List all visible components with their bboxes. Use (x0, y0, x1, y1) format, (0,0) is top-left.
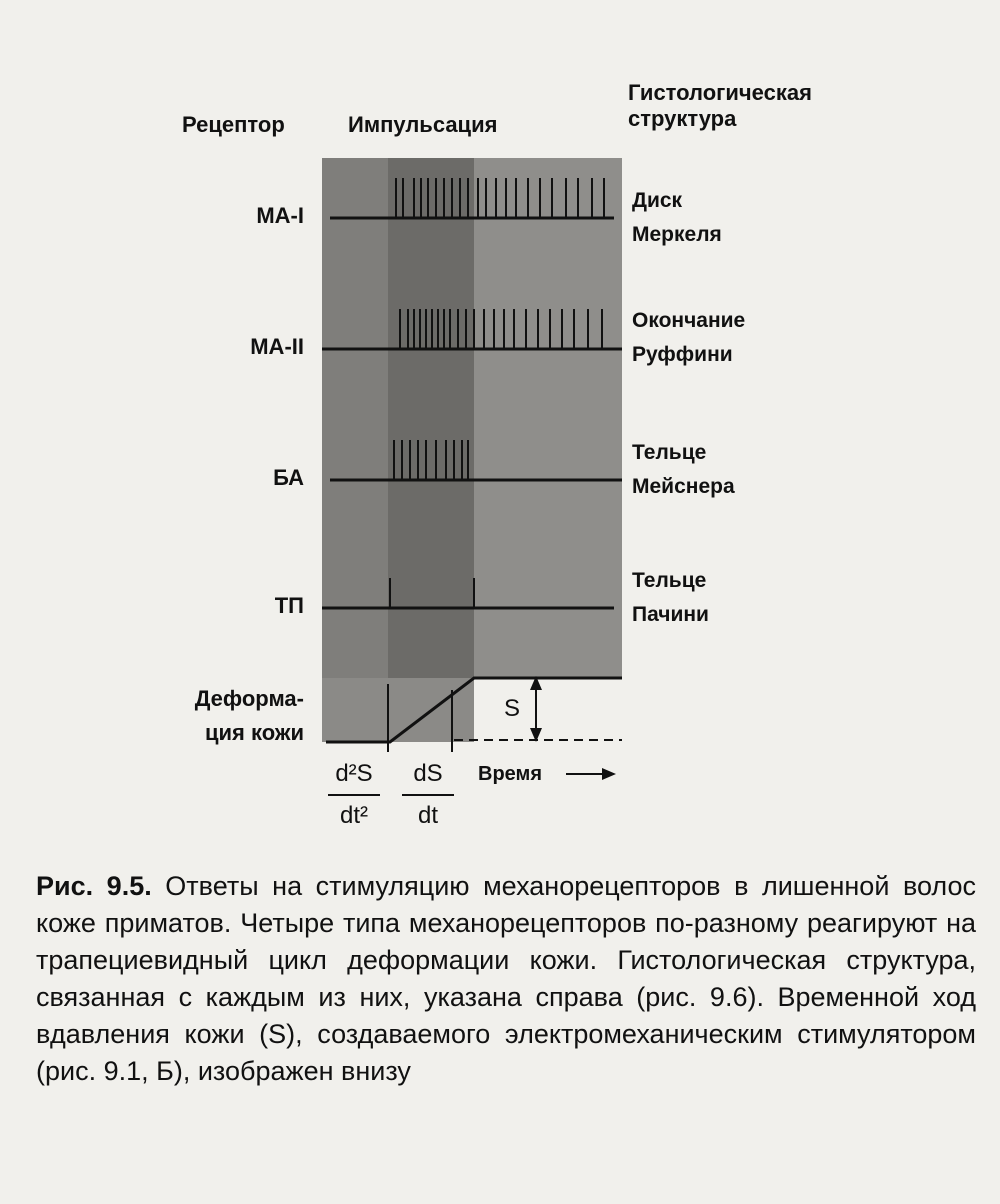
header-histology-line2: структура (628, 106, 737, 131)
receptor-label-ma2: MA-II (250, 334, 304, 359)
second-derivative-label (324, 760, 384, 830)
figure-caption (36, 868, 976, 1090)
receptor-label-ba: БА (273, 465, 304, 490)
first-derivative-label (398, 760, 458, 830)
amplitude-label: S (504, 695, 521, 722)
second-derivative-den: dt² (339, 802, 368, 829)
histology-label-ba (632, 436, 735, 504)
receptor-label-ma1: MA-I (256, 203, 304, 228)
first-derivative-den: dt (417, 802, 438, 829)
histology-ba-line1: Тельце (632, 441, 707, 464)
plot-band-left (322, 158, 388, 742)
histology-ma2-line1: Окончание (632, 309, 746, 332)
stimulus-label (184, 682, 304, 750)
histology-ma2-line2: Руффини (632, 343, 733, 366)
second-derivative-num: d²S (335, 760, 373, 787)
caption-figure-number: Рис. 9.5. (36, 871, 152, 901)
histology-label-tp (632, 564, 709, 632)
header-histology-line1: Гистологическая (628, 80, 812, 105)
time-arrow-head (602, 768, 616, 780)
header-impulse: Импульсация (348, 112, 498, 137)
first-derivative-bar (402, 794, 454, 796)
histology-ba-line2: Мейснера (632, 475, 735, 498)
second-derivative-bar (328, 794, 380, 796)
histology-label-ma1 (632, 184, 722, 252)
histology-tp-line2: Пачини (632, 603, 709, 626)
caption-text: Ответы на стимуляцию механорецепторов в лишенной волос коже приматов. Четыре типа механорецепторов по-разному реагируют на трапециевидный цикл деформации кожи. Гистологическая структура, связанная с каждым из них, указана справа (рис. 9.6). Временной ход вдавления кожи (S), создаваемого электромеханическим стимулятором (рис. 9.1, Б), изображен внизу (36, 871, 976, 1086)
first-derivative-num: dS (413, 760, 443, 787)
histology-ma1-line1: Диск (632, 189, 683, 212)
plot-band-right (474, 158, 622, 678)
histology-label-ma2 (632, 304, 745, 372)
time-label: Время (478, 763, 542, 785)
histology-ma1-line2: Меркеля (632, 223, 722, 246)
stimulus-label-line2: ция кожи (205, 720, 304, 745)
receptor-label-tp: ТП (274, 593, 304, 618)
histology-tp-line1: Тельце (632, 569, 707, 592)
header-receptor: Рецептор (182, 112, 285, 137)
stimulus-label-line1: Деформа- (194, 686, 304, 711)
